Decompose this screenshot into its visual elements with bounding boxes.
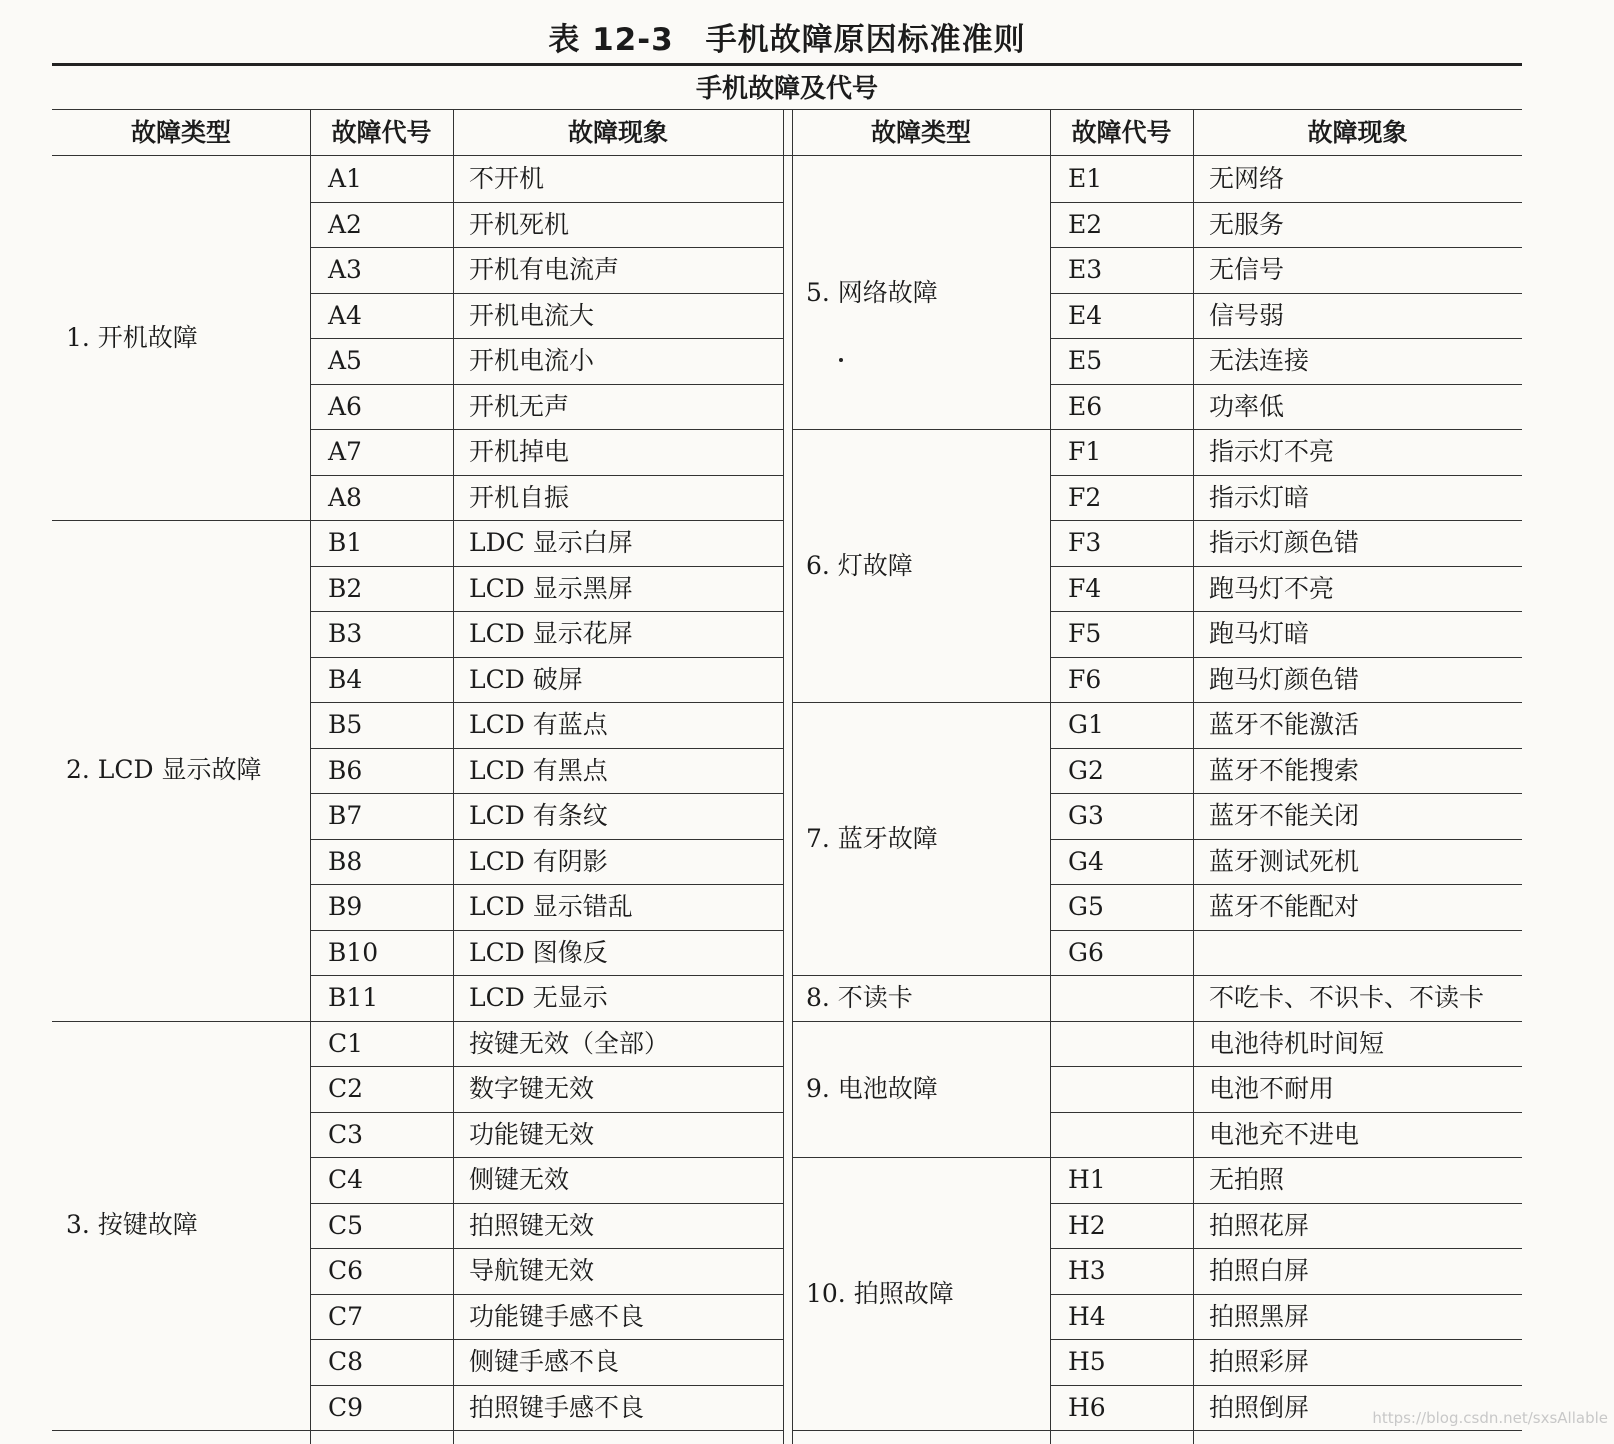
left-code-cell: B5 [328, 710, 363, 739]
right-symptom-cell: 指示灯不亮 [1209, 437, 1335, 466]
left-symptom-cell: 开机电流小 [469, 346, 595, 375]
right-symptom-cell: 无信号 [1209, 255, 1285, 284]
left-code-cell: B6 [328, 755, 363, 785]
left-symptom-cell: 开机掉电 [469, 437, 570, 466]
column-rule [783, 109, 784, 1444]
left-code-cell: C5 [328, 1210, 364, 1240]
right-code-cell: H2 [1068, 1210, 1106, 1240]
right-code-cell: F2 [1068, 482, 1102, 512]
left-symptom-cell: LCD 显示黑屏 [469, 573, 633, 603]
left-symptom-cell: LDC 显示白屏 [469, 528, 633, 557]
right-code-cell: E6 [1068, 391, 1103, 421]
right-code-cell: G2 [1068, 755, 1104, 785]
left-code-cell: B4 [328, 664, 363, 694]
right-code-cell: E3 [1068, 255, 1103, 284]
left-symptom-cell: 侧键手感不良 [469, 1347, 620, 1376]
column-rule [1193, 109, 1194, 1444]
header-right-type: 故障类型 [870, 118, 971, 147]
right-fault-type: 8. 不读卡 [806, 982, 913, 1012]
right-symptom-cell: 跑马灯颜色错 [1209, 664, 1360, 694]
left-symptom-cell: 开机无声 [469, 391, 570, 421]
header-left-type: 故障类型 [130, 118, 231, 147]
left-code-cell: B1 [328, 528, 363, 557]
right-code-cell: F5 [1068, 619, 1102, 648]
right-fault-type: 5. 网络故障 [806, 277, 938, 307]
left-symptom-cell: LCD 有阴影 [469, 846, 608, 876]
right-code-cell: H5 [1068, 1347, 1106, 1376]
left-code-cell: C1 [328, 1028, 364, 1058]
subheader-rule [52, 109, 1522, 110]
left-code-cell: A1 [328, 164, 362, 193]
top-rule [52, 63, 1522, 66]
right-code-cell [1050, 975, 1211, 1021]
left-code-cell: A3 [328, 255, 362, 284]
column-rule [792, 109, 793, 1444]
right-code-cell: F3 [1068, 528, 1102, 557]
right-code-cell: H1 [1068, 1165, 1106, 1194]
right-symptom-cell [1193, 930, 1538, 976]
left-symptom-cell: 开机死机 [469, 209, 570, 239]
right-fault-type: 9. 电池故障 [806, 1073, 938, 1103]
left-code-cell: C9 [328, 1392, 364, 1422]
left-symptom-cell: 开机电流大 [469, 300, 595, 330]
header-right-symptom: 故障现象 [1307, 118, 1408, 147]
left-fault-type: 1. 开机故障 [66, 323, 198, 352]
left-symptom-cell: 功能键无效 [469, 1119, 595, 1149]
right-code-cell: G4 [1068, 846, 1104, 876]
watermark: https://blog.csdn.net/sxsAllable [1372, 1409, 1608, 1427]
left-symptom-cell: 侧键无效 [469, 1165, 570, 1194]
right-code-cell: E4 [1068, 300, 1103, 330]
right-code-cell: F4 [1068, 573, 1102, 603]
right-symptom-cell: 不吃卡、不识卡、不读卡 [1209, 983, 1485, 1012]
right-code-cell: G1 [1068, 710, 1104, 739]
right-symptom-cell: 蓝牙不能关闭 [1209, 801, 1360, 830]
right-code-cell [1050, 1021, 1211, 1067]
right-symptom-cell: 无服务 [1209, 209, 1285, 239]
column-rule [453, 109, 454, 1444]
right-symptom-cell: 无网络 [1209, 164, 1285, 193]
left-code-cell: B3 [328, 619, 363, 648]
right-symptom-cell: 蓝牙不能配对 [1209, 892, 1360, 921]
right-symptom-cell: 拍照彩屏 [1209, 1347, 1310, 1376]
left-symptom-cell: LCD 有黑点 [469, 755, 608, 785]
left-code-cell: C2 [328, 1074, 364, 1103]
header-right-code: 故障代号 [1071, 118, 1172, 147]
right-symptom-cell: 跑马灯暗 [1209, 619, 1310, 648]
table-title: 表 12-3 手机故障原因标准准则 [548, 22, 1026, 58]
right-group-rule [792, 1430, 1522, 1431]
right-symptom-cell: 跑马灯不亮 [1209, 573, 1335, 603]
left-symptom-cell: 不开机 [469, 164, 545, 193]
left-code-cell: C4 [328, 1165, 364, 1194]
right-symptom-cell: 指示灯颜色错 [1209, 528, 1360, 557]
left-symptom-cell: LCD 显示错乱 [469, 892, 633, 921]
right-symptom-cell: 拍照黑屏 [1209, 1301, 1310, 1331]
right-symptom-cell: 功率低 [1209, 391, 1285, 421]
right-symptom-cell: 拍照白屏 [1209, 1256, 1310, 1285]
left-symptom-cell: 数字键无效 [469, 1074, 595, 1103]
right-symptom-cell: 信号弱 [1209, 300, 1285, 330]
right-symptom-cell: 无拍照 [1209, 1165, 1285, 1194]
left-symptom-cell: 拍照键无效 [469, 1210, 595, 1240]
right-code-cell [1050, 1066, 1211, 1112]
left-group-rule [52, 1430, 783, 1431]
left-code-cell: A4 [328, 300, 362, 330]
column-rule [1050, 109, 1051, 1444]
left-code-cell: B10 [328, 937, 379, 967]
right-fault-type: 10. 拍照故障 [806, 1278, 954, 1308]
left-symptom-cell: LCD 显示花屏 [469, 619, 633, 648]
right-code-cell: H6 [1068, 1392, 1106, 1422]
right-symptom-cell: 拍照花屏 [1209, 1210, 1310, 1240]
left-symptom-cell: 功能键手感不良 [469, 1301, 645, 1331]
right-code-cell: G6 [1068, 937, 1104, 967]
left-symptom-cell: 按键无效（全部） [469, 1028, 670, 1058]
right-code-cell: E5 [1068, 346, 1103, 375]
right-code-cell: F1 [1068, 437, 1102, 466]
left-symptom-cell: 导航键无效 [469, 1256, 595, 1285]
left-code-cell: C3 [328, 1119, 364, 1149]
left-code-cell: A5 [328, 346, 362, 375]
left-symptom-cell: LCD 无显示 [469, 983, 608, 1012]
left-symptom-cell: 开机有电流声 [469, 255, 620, 284]
right-code-cell: F6 [1068, 664, 1102, 694]
right-code-cell [1050, 1112, 1211, 1158]
right-symptom-cell: 电池待机时间短 [1209, 1028, 1385, 1058]
right-code-cell: G5 [1068, 892, 1104, 921]
header-left-symptom: 故障现象 [567, 118, 668, 147]
right-symptom-cell: 指示灯暗 [1209, 482, 1310, 512]
left-code-cell: B9 [328, 892, 363, 921]
right-fault-type: 6. 灯故障 [806, 550, 913, 580]
right-code-cell: H3 [1068, 1256, 1106, 1285]
column-rule [310, 109, 311, 1444]
left-symptom-cell: 开机自振 [469, 482, 570, 512]
right-symptom-cell: 蓝牙不能激活 [1209, 710, 1360, 739]
left-symptom-cell: LCD 破屏 [469, 664, 583, 694]
left-code-cell: A2 [328, 209, 362, 239]
left-symptom-cell: 拍照键手感不良 [469, 1392, 645, 1422]
left-fault-type: 3. 按键故障 [66, 1210, 198, 1240]
left-code-cell: A6 [328, 391, 362, 421]
print-speck [839, 358, 843, 362]
left-symptom-cell: LCD 图像反 [469, 937, 608, 967]
left-code-cell: B7 [328, 801, 363, 830]
right-symptom-cell: 无法连接 [1209, 346, 1310, 375]
right-code-cell: G3 [1068, 801, 1104, 830]
left-code-cell: C8 [328, 1347, 364, 1376]
left-code-cell: B11 [328, 983, 379, 1012]
right-code-cell: E2 [1068, 209, 1103, 239]
header-rule [52, 155, 1522, 156]
right-fault-type: 7. 蓝牙故障 [806, 823, 938, 853]
left-code-cell: C6 [328, 1256, 364, 1285]
left-symptom-cell: LCD 有条纹 [469, 801, 608, 830]
left-code-cell: A8 [328, 482, 362, 512]
right-code-cell: H4 [1068, 1301, 1106, 1331]
left-symptom-cell: LCD 有蓝点 [469, 710, 608, 739]
right-symptom-cell: 蓝牙测试死机 [1209, 846, 1360, 876]
right-symptom-cell: 拍照倒屏 [1209, 1392, 1310, 1422]
left-code-cell: B2 [328, 573, 363, 603]
table-subheader: 手机故障及代号 [695, 74, 878, 104]
left-fault-type: 2. LCD 显示故障 [66, 755, 262, 785]
right-symptom-cell: 蓝牙不能搜索 [1209, 755, 1360, 785]
left-code-cell: C7 [328, 1301, 364, 1331]
left-code-cell: B8 [328, 846, 363, 876]
right-code-cell: E1 [1068, 164, 1103, 193]
right-symptom-cell: 电池不耐用 [1209, 1074, 1335, 1103]
right-symptom-cell: 电池充不进电 [1209, 1119, 1360, 1149]
left-code-cell: A7 [328, 437, 362, 466]
header-left-code: 故障代号 [331, 118, 432, 147]
